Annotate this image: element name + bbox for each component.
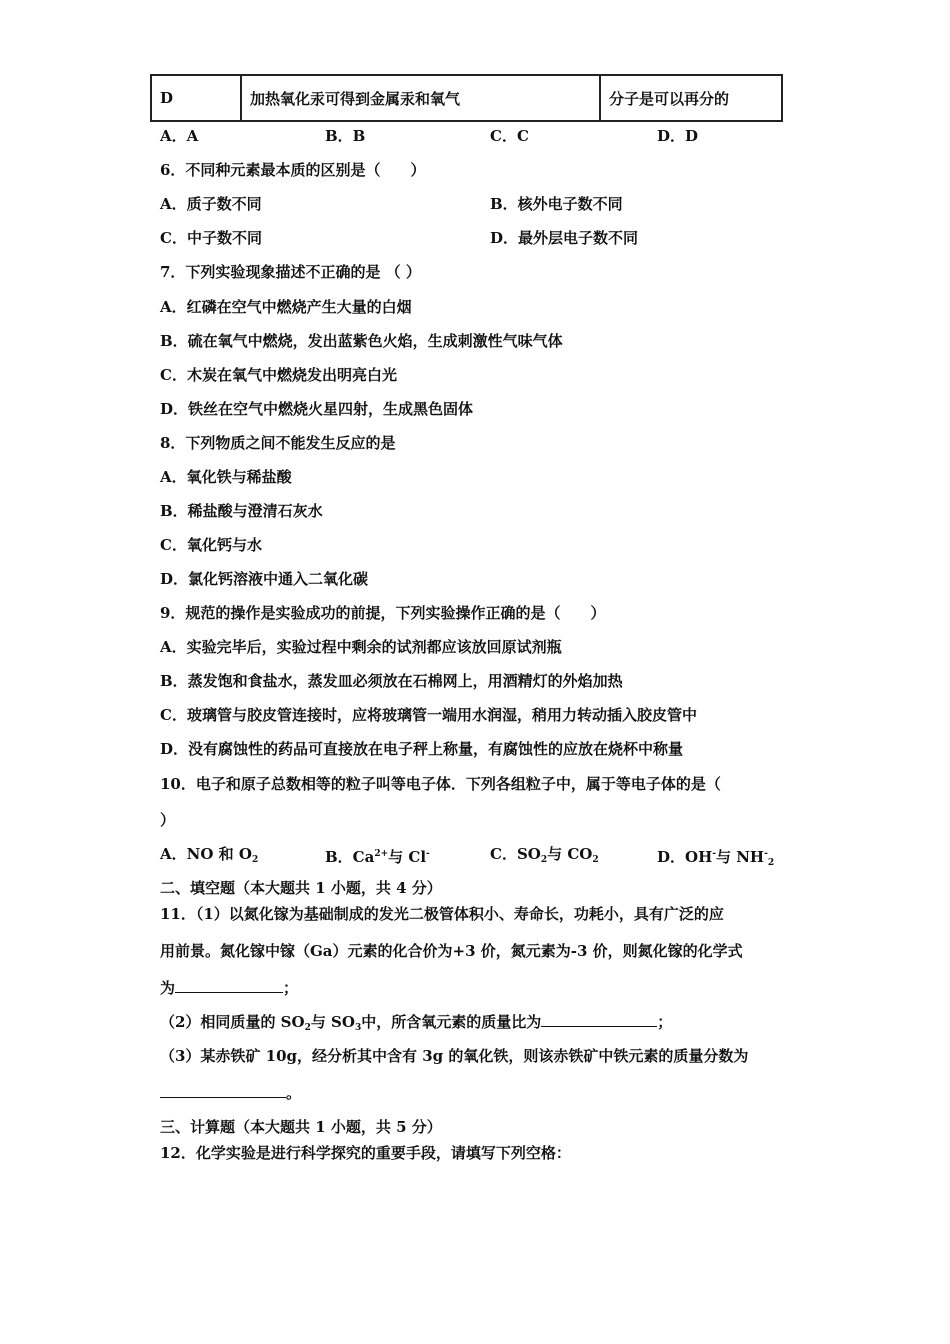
q10-option-c: C．$SO_2$与 $CO_2$: [490, 845, 599, 865]
q6-option-a: A．质子数不同: [160, 195, 262, 213]
table-cell-conclusion: 分子是可以再分的: [600, 75, 782, 121]
q9-option-d: D．没有腐蚀性的药品可直接放在电子秤上称量，有腐蚀性的应放在烧杯中称量: [160, 740, 684, 758]
answer-blank[interactable]: [160, 1083, 286, 1098]
answer-blank[interactable]: [541, 1012, 657, 1027]
q6-stem: 6．不同种元素最本质的区别是（ ）: [160, 161, 426, 179]
q11-line2: 用前景。氮化镓中镓（Ga）元素的化合价为+3 价，氮元素为-3 价，则氮化镓的化学式: [160, 942, 743, 960]
q7-option-a: A．红磷在空气中燃烧产生大量的白烟: [160, 298, 412, 316]
q8-option-b: B．稀盐酸与澄清石灰水: [160, 502, 323, 520]
section-title-calculation: 三、计算题（本大题共 1 小题，共 5 分）: [160, 1118, 442, 1136]
q12-stem: 12．化学实验是进行科学探究的重要手段，请填写下列空格：: [160, 1144, 571, 1162]
q11-line1: 11．（1）以氮化镓为基础制成的发光二极管体积小、寿命长，功耗小，具有广泛的应: [160, 905, 724, 923]
table-cell-option: D: [151, 75, 241, 121]
table-cell-experiment: 加热氧化汞可得到金属汞和氧气: [241, 75, 600, 121]
q10-stem: 10．电子和原子总数相等的粒子叫等电子体．下列各组粒子中，属于等电子体的是（: [160, 775, 721, 793]
q6-option-d: D．最外层电子数不同: [490, 229, 639, 247]
q5-option-d: D．D: [657, 127, 699, 145]
q6-option-b: B．核外电子数不同: [490, 195, 623, 213]
q9-option-a: A．实验完毕后，实验过程中剩余的试剂都应该放回原试剂瓶: [160, 638, 562, 656]
q7-stem: 7．下列实验现象描述不正确的是 （ ）: [160, 263, 421, 281]
q7-option-b: B．硫在氧气中燃烧，发出蓝紫色火焰，生成刺激性气味气体: [160, 332, 563, 350]
q5-option-a: A．A: [160, 127, 199, 145]
q10-option-a: A．NO 和 $O_2$: [160, 845, 259, 865]
q11-line3: 为 ；: [160, 979, 299, 997]
q9-option-b: B．蒸发饱和食盐水，蒸发皿必须放在石棉网上，用酒精灯的外焰加热: [160, 672, 623, 690]
q8-option-c: C．氧化钙与水: [160, 536, 262, 554]
q5-option-b: B．B: [325, 127, 366, 145]
q11-part3-answer: 。: [160, 1083, 301, 1103]
q9-stem: 9．规范的操作是实验成功的前提，下列实验操作正确的是（ ）: [160, 604, 606, 622]
q10-option-d: D．OH-与 $NH^-_2$: [657, 848, 775, 868]
q9-option-c: C．玻璃管与胶皮管连接时，应将玻璃管一端用水润湿，稍用力转动插入胶皮管中: [160, 706, 697, 724]
q11-part2: （2）相同质量的 $SO_2$与 $SO_3$中，所含氧元素的质量比为 ；: [160, 1013, 673, 1033]
q5-option-c: C．C: [490, 127, 529, 145]
q7-option-d: D．铁丝在空气中燃烧火星四射，生成黑色固体: [160, 400, 474, 418]
q8-option-d: D．氯化钙溶液中通入二氧化碳: [160, 570, 369, 588]
q11-part3: （3）某赤铁矿 10g，经分析其中含有 3g 的氧化铁，则该赤铁矿中铁元素的质量分数为: [160, 1047, 749, 1065]
q8-stem: 8．下列物质之间不能发生反应的是: [160, 434, 396, 452]
q7-option-c: C．木炭在氧气中燃烧发出明亮白光: [160, 366, 397, 384]
q10-stem-end: ）: [160, 811, 176, 829]
q10-option-b: B．$Ca^{2+}$与 Cl-: [325, 848, 430, 866]
answer-blank[interactable]: [175, 978, 283, 993]
q6-option-c: C．中子数不同: [160, 229, 262, 247]
section-title-fill-in: 二、填空题（本大题共 1 小题，共 4 分）: [160, 879, 442, 897]
q8-option-a: A．氧化铁与稀盐酸: [160, 468, 292, 486]
answer-table-row: [150, 74, 783, 122]
